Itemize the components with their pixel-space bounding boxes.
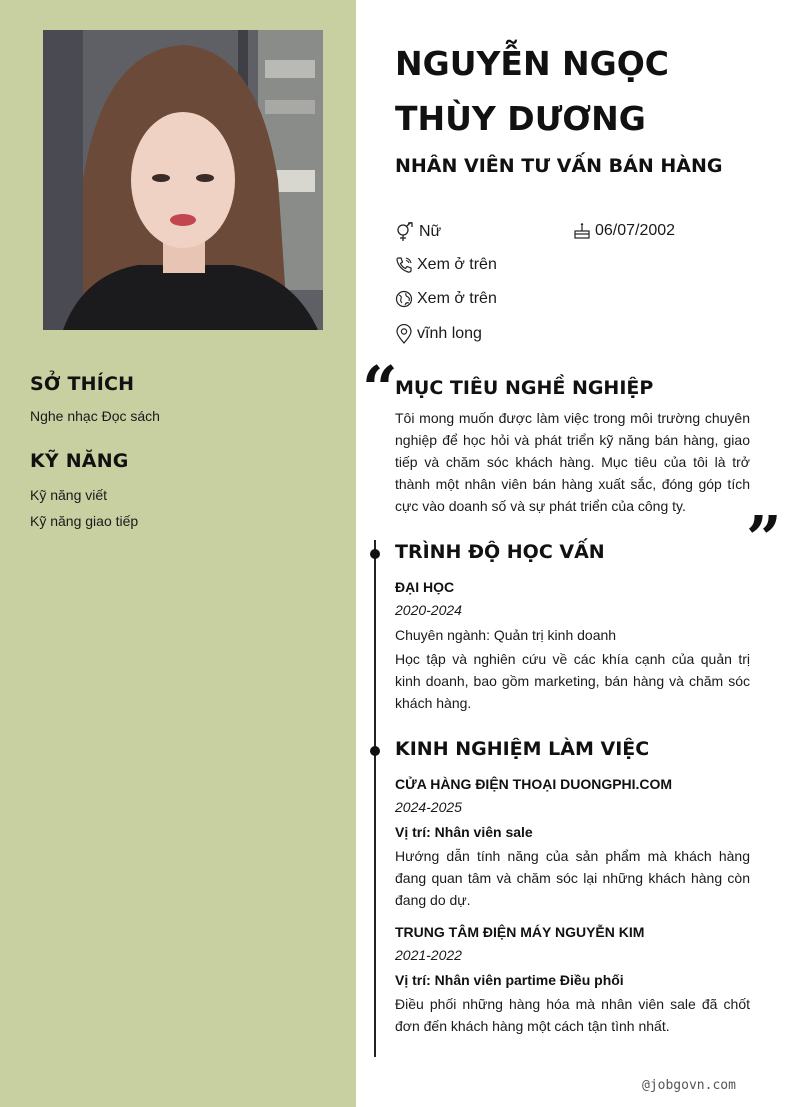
- hobbies-title: SỞ THÍCH: [30, 373, 135, 395]
- open-quote-icon: “: [362, 352, 398, 425]
- gender-value: Nữ: [419, 223, 442, 240]
- education-title: TRÌNH ĐỘ HỌC VẤN: [395, 541, 605, 563]
- job-position: Vị trí: Nhân viên partime Điều phối: [395, 972, 624, 988]
- job-title: NHÂN VIÊN TƯ VẤN BÁN HÀNG: [395, 155, 723, 177]
- profile-photo-image: [43, 30, 323, 330]
- gender-icon: [395, 222, 415, 242]
- birthday-cake-icon: [573, 222, 591, 240]
- job-description: Điều phối những hàng hóa mà nhân viên sale đã chốt đơn đến khách hàng một cách tận tình nhất.: [395, 996, 750, 1034]
- close-quote-icon: ”: [746, 502, 782, 575]
- location-pin-icon: [395, 324, 413, 344]
- timeline-dot: [370, 746, 380, 756]
- skill-item: Kỹ năng giao tiếp: [30, 513, 139, 529]
- candidate-name: NGUYỄN NGỌC THÙY DƯƠNG: [395, 44, 670, 138]
- address-info: [395, 324, 482, 344]
- education-school: ĐẠI HỌC: [395, 579, 455, 595]
- job-position: Vị trí: Nhân viên sale: [395, 824, 533, 840]
- phone-info: [395, 256, 497, 274]
- skill-item: Kỹ năng viết: [30, 487, 108, 503]
- job-company: TRUNG TÂM ĐIỆN MÁY NGUYỄN KIM: [395, 924, 645, 940]
- education-period: 2020-2024: [395, 602, 462, 618]
- profile-photo: [43, 30, 323, 330]
- education-description: Học tập và nghiên cứu về các khía cạnh của quản trị kinh doanh, bao gồm marketing, bán hàng và chăm sóc khách hàng.: [395, 651, 750, 711]
- address-value: vĩnh long: [417, 325, 482, 342]
- globe-icon: [395, 290, 413, 308]
- objective-text: Tôi mong muốn được làm việc trong môi trường chuyên nghiệp để học hỏi và phát triển kỹ năng bán hàng, giao tiếp và chăm sóc khách hàng. Mục tiêu của tôi là trở thành một nhân viên bán hàng xuất sắc, đóng góp tích cực vào doanh số và sự phát triển của công ty.: [395, 410, 750, 514]
- job-period: 2024-2025: [395, 799, 462, 815]
- phone-icon: [395, 256, 413, 274]
- timeline-dot: [370, 549, 380, 559]
- hobbies-text: Nghe nhạc Đọc sách: [30, 408, 160, 424]
- objective-title: MỤC TIÊU NGHỀ NGHIỆP: [395, 377, 654, 399]
- birthdate-info: [573, 222, 675, 240]
- skills-title: KỸ NĂNG: [30, 450, 129, 472]
- job-company: CỬA HÀNG ĐIỆN THOẠI DUONGPHI.COM: [395, 776, 673, 792]
- experience-title: KINH NGHIỆM LÀM VIỆC: [395, 738, 650, 760]
- timeline-line: [374, 540, 376, 1057]
- sidebar: [0, 0, 356, 1107]
- phone-value: Xem ở trên: [417, 256, 497, 273]
- job-description: Hướng dẫn tính năng của sản phẩm mà khách hàng đang quan tâm và chăm sóc lại những khách hàng còn đang do dự.: [395, 848, 750, 908]
- footer-brand: @jobgovn.com: [642, 1078, 736, 1093]
- birthdate-value: 06/07/2002: [595, 222, 676, 239]
- education-major: Chuyên ngành: Quản trị kinh doanh: [395, 627, 617, 643]
- website-value: Xem ở trên: [417, 290, 497, 307]
- job-period: 2021-2022: [395, 947, 462, 963]
- website-info: [395, 290, 497, 308]
- gender-info: [395, 222, 441, 242]
